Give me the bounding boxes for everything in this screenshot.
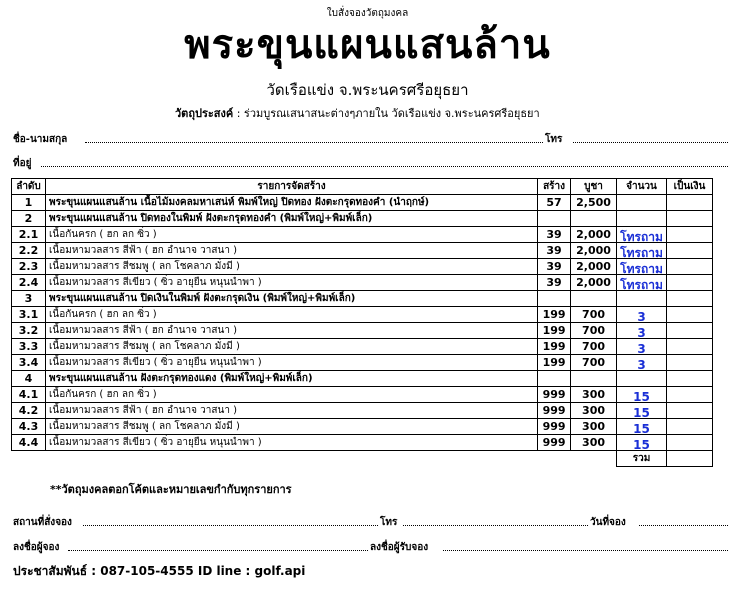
name-field[interactable]	[85, 132, 543, 143]
col-header-amount: เป็นเงิน	[667, 179, 713, 195]
table-total-row	[12, 451, 713, 467]
cell-price	[571, 291, 617, 307]
cell-amount[interactable]	[667, 227, 713, 243]
cell-qty[interactable]	[617, 371, 667, 387]
qty-value: 15	[633, 422, 650, 436]
qty-value: 3	[637, 310, 646, 324]
total-spacer	[538, 451, 571, 467]
cell-qty[interactable]	[617, 419, 667, 435]
cell-price: 700	[571, 323, 617, 339]
cell-price: 2,000	[571, 275, 617, 291]
cell-item: เนื้อมหามวลสาร สีฟ้า ( ฮก อำนาจ วาสนา )	[45, 243, 537, 259]
table-section-row	[12, 211, 713, 227]
table-row	[12, 259, 713, 275]
cell-amount[interactable]	[667, 371, 713, 387]
purpose-label: วัตถุประสงค์	[175, 107, 234, 120]
cell-qty[interactable]	[617, 211, 667, 227]
qty-value: 15	[633, 390, 650, 404]
cell-no: 4.4	[12, 435, 46, 451]
qty-value: โทรถาม	[620, 262, 663, 276]
cell-no: 3.4	[12, 355, 46, 371]
cell-built: 199	[538, 355, 571, 371]
qty-value: 3	[637, 342, 646, 356]
cell-amount[interactable]	[667, 387, 713, 403]
cell-no: 1	[12, 195, 46, 211]
qty-value: 3	[637, 326, 646, 340]
cell-price: 700	[571, 355, 617, 371]
cell-item: เนื้อมหามวลสาร สีฟ้า ( ฮก อำนาจ วาสนา )	[45, 403, 537, 419]
cell-item: เนื้อมหามวลสาร สีเขียว ( ซิ่ว อายุยืน หนุนนำพา )	[45, 275, 537, 291]
cell-no: 4.1	[12, 387, 46, 403]
qty-value: โทรถาม	[620, 278, 663, 292]
cell-built: 199	[538, 323, 571, 339]
cell-built	[538, 291, 571, 307]
cell-item: พระขุนแผนแสนล้าน ปิดทองในพิมพ์ ฝังตะกรุดทองคำ (พิมพ์ใหญ่+พิมพ์เล็ก)	[45, 211, 537, 227]
cell-no: 4.2	[12, 403, 46, 419]
main-title: พระขุนแผนแสนล้าน	[184, 21, 551, 68]
qty-value: 3	[637, 358, 646, 372]
purpose-text: : ร่วมบูรณเสนาสนะต่างๆภายใน วัดเรือแข่ง จ.พระนครศรีอยุธยา	[233, 107, 540, 120]
date-field[interactable]	[639, 515, 728, 526]
cell-no: 2.1	[12, 227, 46, 243]
place-line	[13, 515, 728, 529]
total-spacer	[571, 451, 617, 467]
name-label: ชื่อ-นามสกุล	[13, 134, 68, 145]
table-row	[12, 243, 713, 259]
cell-item: พระขุนแผนแสนล้าน ฝังตะกรุดทองแดง (พิมพ์ใหญ่+พิมพ์เล็ก)	[45, 371, 537, 387]
cell-qty[interactable]	[617, 275, 667, 291]
cell-price: 2,000	[571, 243, 617, 259]
cell-built: 39	[538, 275, 571, 291]
place-field[interactable]	[83, 515, 378, 526]
table-header-row	[12, 179, 713, 195]
cell-amount[interactable]	[667, 259, 713, 275]
cell-amount[interactable]	[667, 291, 713, 307]
form-small-title: ใบสั่งจองวัตถุมงคล	[326, 8, 409, 19]
cell-qty[interactable]	[617, 435, 667, 451]
col-header-no: ลำดับ	[12, 179, 46, 195]
cell-price: 300	[571, 435, 617, 451]
table-row	[12, 403, 713, 419]
phone-field[interactable]	[573, 132, 728, 143]
table-row	[12, 339, 713, 355]
name-phone-line	[13, 132, 728, 146]
table-row	[12, 307, 713, 323]
date-label: วันที่จอง	[590, 517, 626, 528]
cell-built: 999	[538, 403, 571, 419]
cell-price: 300	[571, 403, 617, 419]
cell-price: 700	[571, 307, 617, 323]
table-section-row	[12, 291, 713, 307]
cell-price	[571, 211, 617, 227]
purpose-line	[175, 104, 540, 122]
cell-qty[interactable]	[617, 227, 667, 243]
col-header-qty: จำนวน	[617, 179, 667, 195]
cell-amount[interactable]	[667, 243, 713, 259]
cell-qty[interactable]	[617, 387, 667, 403]
col-header-item: รายการจัดสร้าง	[45, 179, 537, 195]
cell-amount[interactable]	[667, 339, 713, 355]
total-amount[interactable]	[667, 451, 713, 467]
cell-no: 3.3	[12, 339, 46, 355]
table-row	[12, 435, 713, 451]
cell-amount[interactable]	[667, 211, 713, 227]
cell-item: เนื้อมหามวลสาร สีเขียว ( ซิ่ว อายุยืน หนุนนำพา )	[45, 435, 537, 451]
total-spacer	[12, 451, 46, 467]
footer-phone-label: โทร	[380, 517, 398, 528]
cell-no: 3.2	[12, 323, 46, 339]
cell-price: 300	[571, 419, 617, 435]
cell-price: 2,500	[571, 195, 617, 211]
cell-qty[interactable]	[617, 243, 667, 259]
footer-phone-field[interactable]	[403, 515, 588, 526]
address-line	[13, 156, 728, 170]
cell-no: 3.1	[12, 307, 46, 323]
cell-amount[interactable]	[667, 419, 713, 435]
sign-receiver-field[interactable]	[443, 540, 728, 551]
signature-line	[13, 540, 728, 554]
place-label: สถานที่สั่งจอง	[13, 517, 72, 528]
cell-built: 39	[538, 259, 571, 275]
cell-no: 2.4	[12, 275, 46, 291]
cell-amount[interactable]	[667, 435, 713, 451]
sign-receiver-label: ลงชื่อผู้รับจอง	[370, 542, 429, 553]
col-header-built: สร้าง	[538, 179, 571, 195]
cell-item: เนื้อมหามวลสาร สีชมพู ( ลก โชคลาภ มั่งมี )	[45, 339, 537, 355]
sign-orderer-field[interactable]	[68, 540, 368, 551]
table-section-row	[12, 195, 713, 211]
cell-qty[interactable]	[617, 291, 667, 307]
table-section-row	[12, 371, 713, 387]
cell-built: 199	[538, 307, 571, 323]
cell-qty[interactable]	[617, 323, 667, 339]
table-row	[12, 323, 713, 339]
cell-item: เนื้อกันครก ( ฮก ลก ซิ่ว )	[45, 227, 537, 243]
cell-price: 700	[571, 339, 617, 355]
code-note: **วัตถุมงคลตอกโค้ตและหมายเลขกำกับทุกรายการ	[50, 483, 292, 496]
address-field[interactable]	[41, 156, 728, 167]
order-table	[11, 178, 713, 467]
cell-qty[interactable]	[617, 403, 667, 419]
phone-label: โทร	[545, 134, 563, 145]
cell-no: 4	[12, 371, 46, 387]
sign-orderer-label: ลงชื่อผู้จอง	[13, 542, 60, 553]
cell-amount[interactable]	[667, 355, 713, 371]
cell-qty[interactable]	[617, 307, 667, 323]
temple-name: วัดเรือแข่ง จ.พระนครศรีอยุธยา	[266, 81, 469, 99]
cell-qty[interactable]	[617, 195, 667, 211]
cell-built: 39	[538, 227, 571, 243]
cell-amount[interactable]	[667, 403, 713, 419]
cell-price: 300	[571, 387, 617, 403]
cell-item: เนื้อกันครก ( ฮก ลก ซิ่ว )	[45, 387, 537, 403]
table-row	[12, 419, 713, 435]
cell-item: พระขุนแผนแสนล้าน เนื้อไม้มงคลมหาเสน่ห์ พิมพ์ใหญ่ ปิดทอง ฝังตะกรุดทองคำ (นำฤกษ์)	[45, 195, 537, 211]
cell-built	[538, 211, 571, 227]
col-header-price: บูชา	[571, 179, 617, 195]
cell-item: เนื้อมหามวลสาร สีเขียว ( ซิ่ว อายุยืน หนุนนำพา )	[45, 355, 537, 371]
cell-price: 2,000	[571, 227, 617, 243]
cell-amount[interactable]	[667, 195, 713, 211]
cell-no: 4.3	[12, 419, 46, 435]
cell-item: เนื้อมหามวลสาร สีฟ้า ( ฮก อำนาจ วาสนา )	[45, 323, 537, 339]
cell-built: 57	[538, 195, 571, 211]
cell-price	[571, 371, 617, 387]
cell-built: 39	[538, 243, 571, 259]
cell-price: 2,000	[571, 259, 617, 275]
table-row	[12, 355, 713, 371]
total-spacer	[45, 451, 537, 467]
cell-qty[interactable]	[617, 259, 667, 275]
address-label: ที่อยู่	[13, 158, 32, 169]
qty-value: โทรถาม	[620, 246, 663, 260]
cell-amount[interactable]	[667, 323, 713, 339]
cell-built: 999	[538, 419, 571, 435]
table-row	[12, 227, 713, 243]
cell-no: 3	[12, 291, 46, 307]
cell-qty[interactable]	[617, 355, 667, 371]
total-label: รวม	[617, 451, 667, 467]
cell-no: 2	[12, 211, 46, 227]
table-row	[12, 275, 713, 291]
cell-amount[interactable]	[667, 307, 713, 323]
cell-no: 2.3	[12, 259, 46, 275]
cell-built: 999	[538, 435, 571, 451]
cell-built: 199	[538, 339, 571, 355]
cell-built	[538, 371, 571, 387]
cell-item: เนื้อกันครก ( ฮก ลก ซิ่ว )	[45, 307, 537, 323]
cell-item: เนื้อมหามวลสาร สีชมพู ( ลก โชคลาภ มั่งมี )	[45, 419, 537, 435]
contact-line: ประชาสัมพันธ์ : 087-105-4555 ID line : golf.api	[13, 564, 306, 578]
cell-item: พระขุนแผนแสนล้าน ปิดเงินในพิมพ์ ฝังตะกรุดเงิน (พิมพ์ใหญ่+พิมพ์เล็ก)	[45, 291, 537, 307]
cell-built: 999	[538, 387, 571, 403]
cell-item: เนื้อมหามวลสาร สีชมพู ( ลก โชคลาภ มั่งมี )	[45, 259, 537, 275]
table-row	[12, 387, 713, 403]
cell-amount[interactable]	[667, 275, 713, 291]
qty-value: 15	[633, 438, 650, 452]
qty-value: โทรถาม	[620, 230, 663, 244]
cell-no: 2.2	[12, 243, 46, 259]
cell-qty[interactable]	[617, 339, 667, 355]
qty-value: 15	[633, 406, 650, 420]
